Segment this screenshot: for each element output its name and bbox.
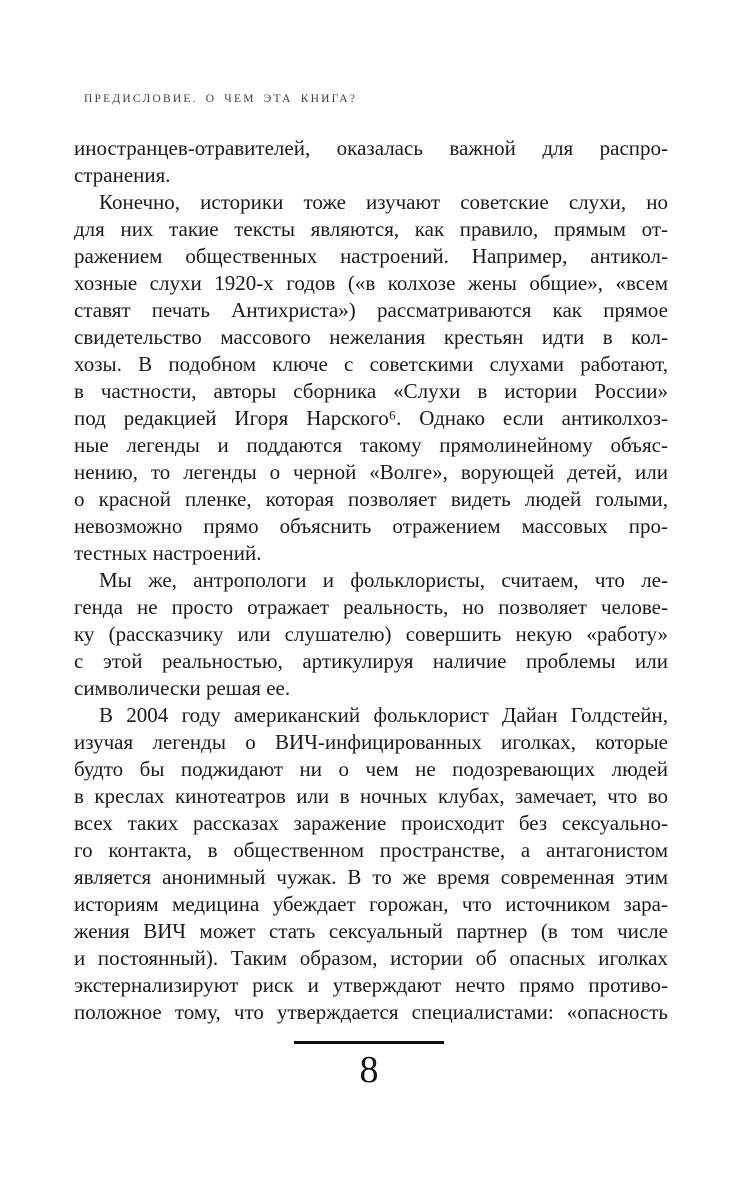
text-line: является анонимный чужак. В то же время современная этим xyxy=(74,865,668,889)
text-line: тестных настроений. xyxy=(74,541,262,565)
text-line: будто бы поджидают ни о чем не подозревающих людей xyxy=(74,757,668,781)
text-line: ставят печать Антихриста») рассматриваются как прямое xyxy=(74,298,668,322)
text-line: ку (рассказчику или слушателю) совершить некую «работу» xyxy=(74,622,668,646)
text-line: ные легенды и поддаются такому прямолинейному объяс- xyxy=(74,433,668,457)
body-text xyxy=(74,135,668,1026)
page-number: 8 xyxy=(359,1049,379,1091)
text-line: в креслах кинотеатров или в ночных клубах, замечает, что во xyxy=(74,784,668,808)
paragraph xyxy=(74,189,668,567)
text-line: хозные слухи 1920-х годов («в колхозе жены общие», «всем xyxy=(74,271,668,295)
text-line: ражением общественных настроений. Например, антикол- xyxy=(74,244,668,268)
footer-rule xyxy=(294,1041,444,1044)
paragraph xyxy=(74,135,668,189)
text-line: положное тому, что утверждается специалистами: «опасность xyxy=(74,1000,668,1024)
text-line: странения. xyxy=(74,163,171,187)
text-line: жения ВИЧ может стать сексуальный партнер (в том числе xyxy=(74,919,668,943)
text-line: нению, то легенды о черной «Волге», ворующей детей, или xyxy=(74,460,668,484)
text-line: в частности, авторы сборника «Слухи в истории России» xyxy=(74,379,668,403)
text-line: иностранцев-отравителей, оказалась важной для распро- xyxy=(74,136,668,160)
text-line: для них такие тексты являются, как правило, прямым от- xyxy=(74,217,668,241)
text-line: экстернализируют риск и утверждают нечто прямо противо- xyxy=(74,973,668,997)
text-line: историям медицина убеждает горожан, что источником зара- xyxy=(74,892,668,916)
text-line: и постоянный). Таким образом, истории об опасных иголках xyxy=(74,946,668,970)
text-line: под редакцией Игоря Нарского⁶. Однако если антиколхоз- xyxy=(74,406,668,430)
text-line: Конечно, историки тоже изучают советские слухи, но xyxy=(99,190,668,214)
text-line: о красной пленке, которая позволяет видеть людей голыми, xyxy=(74,487,668,511)
paragraph xyxy=(74,567,668,702)
text-line: невозможно прямо объяснить отражением массовых про- xyxy=(74,514,668,538)
text-line: всех таких рассказах заражение происходит без сексуально- xyxy=(74,811,668,835)
text-line: с этой реальностью, артикулируя наличие проблемы или xyxy=(74,649,668,673)
running-header: ПРЕДИСЛОВИЕ. О ЧЕМ ЭТА КНИГА? xyxy=(84,93,358,105)
text-line: изучая легенды о ВИЧ-инфицированных иголках, которые xyxy=(74,730,668,754)
text-line: В 2004 году американский фольклорист Дайан Голдстейн, xyxy=(99,703,668,727)
paragraph xyxy=(74,702,668,1026)
text-line: Мы же, антропологи и фольклористы, считаем, что ле- xyxy=(99,568,668,592)
text-line: символически решая ее. xyxy=(74,676,291,700)
text-line: генда не просто отражает реальность, но позволяет челове- xyxy=(74,595,668,619)
text-line: свидетельство массового нежелания крестьян идти в кол- xyxy=(74,325,668,349)
text-line: хозы. В подобном ключе с советскими слухами работают, xyxy=(74,352,668,376)
text-line: го контакта, в общественном пространстве, а антагонистом xyxy=(74,838,668,862)
